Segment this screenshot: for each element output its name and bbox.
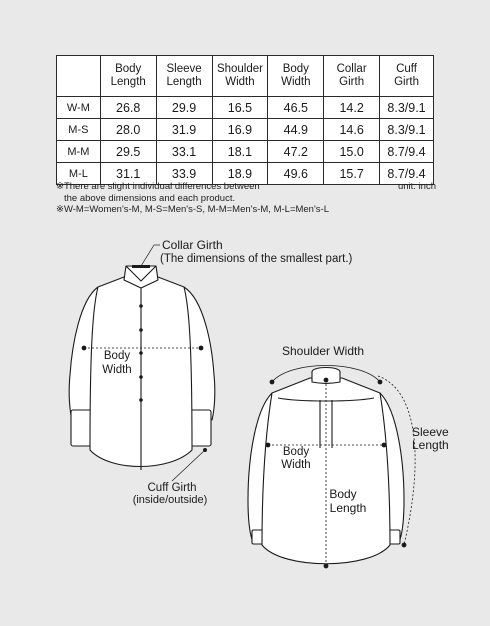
table-cell: 8.3/9.1 bbox=[380, 97, 434, 119]
header-body-width: Body Width bbox=[268, 56, 324, 97]
size-label: M-L bbox=[57, 163, 101, 185]
table-cell: 28.0 bbox=[100, 119, 156, 141]
sleeve-length-label: Length bbox=[412, 438, 449, 452]
body-length-label: Length bbox=[329, 501, 367, 515]
collar-girth-note: (The dimensions of the smallest part.) bbox=[160, 253, 353, 265]
table-cell: 33.9 bbox=[156, 163, 212, 185]
sleeve-length-label: Sleeve bbox=[412, 425, 449, 439]
note-line: the above dimensions and each product. bbox=[64, 192, 236, 204]
front-body-width-label: Width bbox=[102, 364, 132, 376]
front-shirt-illustration bbox=[69, 265, 215, 470]
table-cell: 15.0 bbox=[324, 141, 380, 163]
header-shoulder-width: Shoulder Width bbox=[212, 56, 268, 97]
measure-point bbox=[199, 346, 204, 351]
front-body-width-label: Body bbox=[103, 350, 131, 362]
table-cell: 16.5 bbox=[212, 97, 268, 119]
table-cell: 14.2 bbox=[324, 97, 380, 119]
shoulder-width-label: Shoulder Width bbox=[281, 344, 365, 358]
unit-label: unit: inch bbox=[397, 181, 436, 192]
size-label: M-M bbox=[57, 141, 101, 163]
body-length-label: Body bbox=[329, 487, 357, 501]
table-cell: 44.9 bbox=[268, 119, 324, 141]
note-line: ※There are slight individual differences between bbox=[56, 181, 260, 192]
table-cell: 8.7/9.4 bbox=[380, 141, 434, 163]
table-cell: 8.3/9.1 bbox=[380, 119, 434, 141]
table-cell: 15.7 bbox=[324, 163, 380, 185]
table-cell: 8.7/9.4 bbox=[380, 163, 434, 185]
measure-point bbox=[203, 448, 207, 452]
collar-leader-line bbox=[141, 245, 154, 266]
table-cell: 47.2 bbox=[268, 141, 324, 163]
table-cell: 33.1 bbox=[156, 141, 212, 163]
back-body-width-label: Body bbox=[282, 446, 310, 458]
table-cell: 29.5 bbox=[100, 141, 156, 163]
table-cell: 14.6 bbox=[324, 119, 380, 141]
back-body-width-label: Width bbox=[281, 459, 311, 471]
header-cuff-girth: Cuff Girth bbox=[380, 56, 434, 97]
note-line: ※W-M=Women's-M, M-S=Men's-S, M-M=Men's-M, M-L=Men's-L bbox=[56, 204, 329, 215]
table-cell: 49.6 bbox=[268, 163, 324, 185]
table-cell: 31.9 bbox=[156, 119, 212, 141]
measure-point bbox=[82, 346, 87, 351]
size-label: W-M bbox=[57, 97, 101, 119]
cuff-girth-note: (inside/outside) bbox=[132, 494, 208, 506]
cuff-girth-label: Cuff Girth bbox=[147, 482, 197, 494]
table-cell: 29.9 bbox=[156, 97, 212, 119]
table-cell: 16.9 bbox=[212, 119, 268, 141]
table-cell: 18.9 bbox=[212, 163, 268, 185]
table-cell: 31.1 bbox=[100, 163, 156, 185]
collar-girth-label: Collar Girth bbox=[162, 238, 223, 252]
header-collar-girth: Collar Girth bbox=[324, 56, 380, 97]
table-cell: 18.1 bbox=[212, 141, 268, 163]
table-cell: 46.5 bbox=[268, 97, 324, 119]
header-sleeve-length: Sleeve Length bbox=[156, 56, 212, 97]
table-cell: 26.8 bbox=[100, 97, 156, 119]
size-label: M-S bbox=[57, 119, 101, 141]
header-body-length: Body Length bbox=[100, 56, 156, 97]
